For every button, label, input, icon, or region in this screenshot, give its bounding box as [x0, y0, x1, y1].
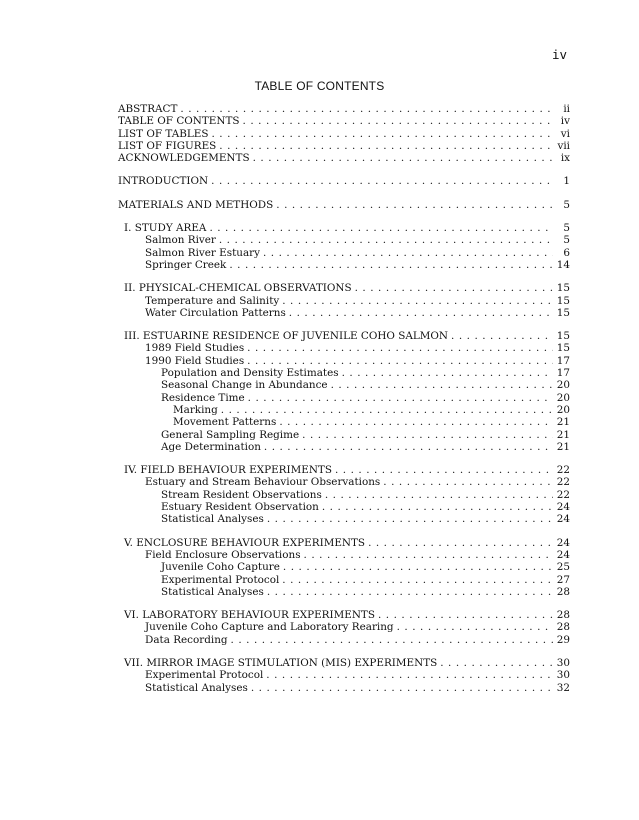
toc-entry-page: 24: [556, 548, 570, 561]
dot-leader: [263, 247, 553, 259]
spacer: [118, 319, 570, 330]
toc-entry-page: 5: [563, 198, 570, 211]
toc-section-heading: [118, 657, 570, 669]
toc-entry-list-of-figures: [118, 140, 570, 152]
toc-entry: [118, 307, 570, 319]
toc-entry-page: 22: [556, 464, 570, 477]
toc-entry-label: V. ENCLOSURE BEHAVIOUR EXPERIMENTS: [124, 536, 366, 549]
dot-leader: [266, 669, 553, 681]
dot-leader: [267, 513, 553, 525]
dot-leader: [325, 489, 553, 501]
dot-leader: [302, 429, 553, 441]
toc-entry-label: I. STUDY AREA: [124, 222, 207, 235]
spacer: [118, 211, 570, 222]
toc-entry-label: Stream Resident Observations: [161, 488, 322, 501]
page-number: iv: [551, 47, 567, 62]
toc-entry: [118, 489, 570, 501]
toc-entry-page: 22: [556, 476, 570, 489]
toc-section-heading: [118, 464, 570, 476]
spacer: [118, 164, 570, 175]
toc-entry-page: 21: [556, 428, 570, 441]
toc-entry-page: 15: [556, 294, 570, 307]
dot-leader: [276, 199, 553, 211]
spacer: [118, 271, 570, 282]
toc-entry-label: Movement Patterns: [173, 416, 277, 429]
toc-entry-page: 20: [556, 391, 570, 404]
toc-entry-page: 28: [556, 609, 570, 622]
toc-entry: [118, 669, 570, 681]
dot-leader: [231, 634, 553, 646]
dot-leader: [267, 586, 553, 598]
toc-entry-page: 24: [556, 536, 570, 549]
dot-leader: [289, 307, 553, 319]
dot-leader: [355, 282, 553, 294]
toc-entry-label: Salmon River Estuary: [145, 246, 260, 259]
toc-entry: [118, 247, 570, 259]
dot-leader: [322, 501, 553, 513]
toc-entry-label: 1990 Field Studies: [145, 354, 245, 367]
dot-leader: [221, 404, 553, 416]
toc-entry: [118, 513, 570, 525]
toc-entry-label: III. ESTUARINE RESIDENCE OF JUVENILE COHO SALMON: [124, 330, 449, 343]
toc-entry-page: 5: [563, 234, 570, 247]
dot-leader: [229, 259, 553, 271]
dot-leader: [331, 379, 553, 391]
toc-entry-page: 28: [556, 621, 570, 634]
dot-leader: [304, 549, 553, 561]
toc-entry-page: iv: [560, 115, 570, 128]
toc-entry-page: 5: [563, 222, 570, 235]
toc-entry-page: 20: [556, 379, 570, 392]
toc-entry: [118, 416, 570, 428]
toc-entry: [118, 392, 570, 404]
dot-leader: [342, 367, 553, 379]
toc-entry: [118, 379, 570, 391]
toc-entry-label: Juvenile Coho Capture and Laboratory Rearing: [145, 621, 394, 634]
dot-leader: [451, 330, 553, 342]
toc-entry-label: Springer Creek: [145, 258, 227, 271]
toc-entry: [118, 574, 570, 586]
toc-entry: [118, 234, 570, 246]
toc-entry: [118, 429, 570, 441]
toc-entry: [118, 367, 570, 379]
toc-entry-label: INTRODUCTION: [118, 175, 209, 188]
spacer: [118, 453, 570, 464]
toc-entry: [118, 404, 570, 416]
toc-entry-page: ii: [563, 103, 570, 115]
toc-entry-label: Estuary Resident Observation: [161, 501, 319, 514]
toc-entry-page: 24: [556, 501, 570, 514]
dot-leader: [378, 609, 553, 621]
dot-leader: [335, 464, 553, 476]
dot-leader: [180, 103, 553, 115]
dot-leader: [264, 441, 553, 453]
toc-entry-page: 6: [563, 246, 570, 259]
toc-entry-materials-and-methods: [118, 199, 570, 211]
dot-leader: [282, 295, 553, 307]
toc-entry-page: 24: [556, 513, 570, 526]
toc-entry-label: Estuary and Stream Behaviour Observations: [145, 476, 381, 489]
toc-entry-page: 15: [556, 282, 570, 295]
dot-leader: [279, 416, 553, 428]
toc-entry: [118, 586, 570, 598]
toc-entry-page: 22: [556, 488, 570, 501]
toc-entry-label: MATERIALS AND METHODS: [118, 198, 274, 211]
dot-leader: [253, 152, 553, 164]
toc-entry-page: 32: [556, 681, 570, 694]
toc-entry-introduction: [118, 175, 570, 187]
toc-entry-label: Marking: [173, 403, 218, 416]
toc-entry: [118, 561, 570, 573]
toc-entry: [118, 501, 570, 513]
toc-entry-page: 27: [556, 573, 570, 586]
toc-entry-page: 30: [556, 656, 570, 669]
spacer: [118, 646, 570, 657]
toc-entry-label: Statistical Analyses: [161, 513, 264, 526]
toc-section-heading: [118, 330, 570, 342]
toc-entry-label: LIST OF TABLES: [118, 127, 209, 140]
spacer: [118, 526, 570, 537]
toc-entry-page: 15: [556, 342, 570, 355]
toc-entry-label: ABSTRACT: [118, 103, 178, 115]
toc-entry: [118, 441, 570, 453]
dot-leader: [440, 657, 553, 669]
toc-entry: [118, 259, 570, 271]
spacer: [118, 598, 570, 609]
toc-entry-label: Temperature and Salinity: [145, 294, 280, 307]
dot-leader: [282, 574, 553, 586]
toc-entry-label: Field Enclosure Observations: [145, 548, 301, 561]
dot-leader: [247, 355, 553, 367]
toc-entry: [118, 295, 570, 307]
toc-entry-page: 30: [556, 669, 570, 682]
toc-entry-label: ACKNOWLEDGEMENTS: [118, 152, 250, 165]
page-title: TABLE OF CONTENTS: [254, 79, 385, 93]
toc-entry-acknowledgements: [118, 152, 570, 164]
toc-entry: [118, 549, 570, 561]
toc-entry-label: VI. LABORATORY BEHAVIOUR EXPERIMENTS: [124, 609, 375, 622]
toc-entry-label: II. PHYSICAL-CHEMICAL OBSERVATIONS: [124, 282, 352, 295]
toc-entry-label: Data Recording: [145, 633, 228, 646]
dot-leader: [397, 621, 553, 633]
toc-entry-label: Juvenile Coho Capture: [161, 561, 280, 574]
toc-entry-label: Population and Density Estimates: [161, 367, 339, 380]
dot-leader: [211, 175, 553, 187]
dot-leader: [219, 140, 553, 152]
toc-entry-page: 17: [556, 367, 570, 380]
toc-entry-label: Age Determination: [161, 440, 261, 453]
toc-entry-label: Experimental Protocol: [161, 573, 280, 586]
toc-entry-label: Water Circulation Patterns: [145, 306, 286, 319]
toc-entry: [118, 355, 570, 367]
toc-entry-page: 14: [556, 258, 570, 271]
toc-entry-label: TABLE OF CONTENTS: [118, 115, 240, 128]
toc-entry: [118, 634, 570, 646]
toc-entry-label: Experimental Protocol: [145, 669, 264, 682]
table-of-contents: [118, 103, 570, 694]
toc-entry-list-of-tables: [118, 128, 570, 140]
toc-entry-page: vii: [557, 139, 570, 152]
spacer: [118, 188, 570, 199]
dot-leader: [219, 234, 553, 246]
dot-leader: [383, 476, 553, 488]
toc-entry: [118, 621, 570, 633]
toc-section-heading: [118, 222, 570, 234]
toc-entry-label: General Sampling Regime: [161, 428, 300, 441]
toc-entry-abstract: [118, 103, 570, 115]
toc-section-heading: [118, 282, 570, 294]
toc-entry-page: 15: [556, 306, 570, 319]
toc-entry: [118, 342, 570, 354]
toc-entry-page: ix: [560, 152, 570, 165]
toc-entry-label: Seasonal Change in Abundance: [161, 379, 328, 392]
toc-entry-label: Salmon River: [145, 234, 216, 247]
dot-leader: [368, 537, 553, 549]
toc-entry-page: 25: [556, 561, 570, 574]
toc-entry-page: 21: [556, 440, 570, 453]
toc-entry-label: IV. FIELD BEHAVIOUR EXPERIMENTS: [124, 464, 332, 477]
toc-entry-label: LIST OF FIGURES: [118, 139, 217, 152]
toc-entry-label: VII. MIRROR IMAGE STIMULATION (MIS) EXPERIMENTS: [124, 656, 438, 669]
toc-entry-label: 1989 Field Studies: [145, 342, 245, 355]
toc-entry-page: 17: [556, 354, 570, 367]
toc-entry-label: Statistical Analyses: [161, 585, 264, 598]
toc-entry: [118, 682, 570, 694]
toc-section-heading: [118, 537, 570, 549]
toc-entry-page: vi: [560, 127, 570, 140]
dot-leader: [251, 682, 553, 694]
toc-entry: [118, 476, 570, 488]
toc-section-heading: [118, 609, 570, 621]
dot-leader: [212, 128, 554, 140]
toc-entry-page: 29: [556, 633, 570, 646]
toc-entry-table-of-contents: [118, 115, 570, 127]
toc-entry-page: 1: [563, 175, 570, 188]
dot-leader: [248, 392, 553, 404]
toc-entry-label: Residence Time: [161, 391, 245, 404]
dot-leader: [247, 342, 553, 354]
dot-leader: [283, 561, 553, 573]
dot-leader: [243, 115, 553, 127]
toc-entry-page: 28: [556, 585, 570, 598]
toc-entry-page: 21: [556, 416, 570, 429]
toc-entry-page: 15: [556, 330, 570, 343]
toc-entry-page: 20: [556, 403, 570, 416]
toc-entry-label: Statistical Analyses: [145, 681, 248, 694]
dot-leader: [209, 222, 553, 234]
